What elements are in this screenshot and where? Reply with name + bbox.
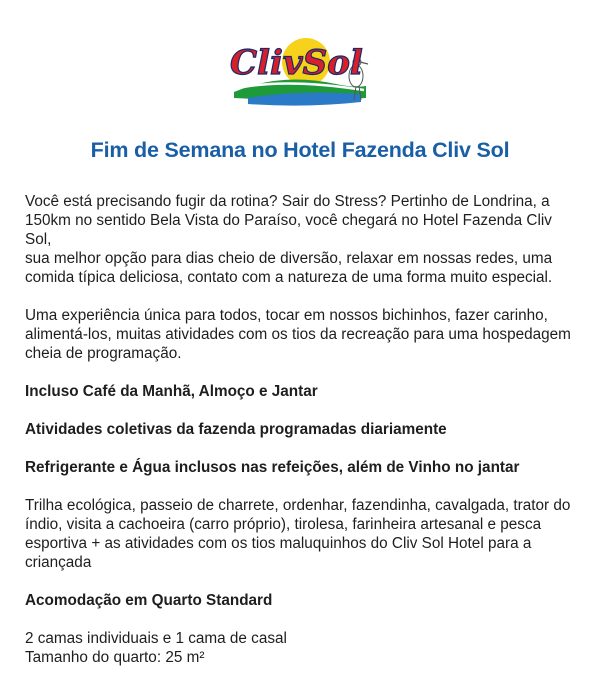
activities-line: Trilha ecológica, passeio de charrete, ordenhar, fazendinha, cavalgada, trator do (25, 497, 571, 514)
activities-line: esportiva + as atividades com os tios maluquinhos do Cliv Sol Hotel para a (25, 535, 532, 552)
experience-line: cheia de programação. (25, 345, 182, 362)
highlight-activities: Atividades coletivas da fazenda programadas diariamente (25, 421, 447, 438)
intro-line: sua melhor opção para dias cheio de diversão, relaxar em nossas redes, uma (25, 250, 553, 267)
experience-line: Uma experiência única para todos, tocar em nossos bichinhos, fazer carinho, (25, 307, 548, 324)
intro-line: Você está precisando fugir da rotina? Sair do Stress? Pertinho de Londrina, a (25, 193, 550, 210)
intro-line: 150km no sentido Bela Vista do Paraíso, você chegará no Hotel Fazenda Cliv Sol, (25, 212, 552, 248)
experience-line: alimentá-los, muitas atividades com os tios da recreação para uma hospedagem (25, 326, 571, 343)
cliv-sol-logo (226, 28, 376, 108)
activities-line: índio, visita a cachoeira (carro próprio), tirolesa, farinheira artesanal e pesca (25, 516, 542, 533)
logo-text: ClivSol (230, 43, 363, 83)
activities-line: criançada (25, 554, 92, 571)
intro-line: comida típica deliciosa, contato com a natureza de uma forma muito especial. (25, 269, 553, 286)
page-title: Fim de Semana no Hotel Fazenda Cliv Sol (90, 138, 510, 162)
highlight-meals: Incluso Café da Manhã, Almoço e Jantar (25, 383, 318, 400)
room-size: Tamanho do quarto: 25 m² (25, 649, 205, 666)
description-content (25, 192, 577, 667)
highlight-drinks: Refrigerante e Água inclusos nas refeições, além de Vinho no jantar (25, 459, 520, 476)
room-beds: 2 camas individuais e 1 cama de casal (25, 630, 287, 647)
room-heading: Acomodação em Quarto Standard (25, 592, 273, 609)
